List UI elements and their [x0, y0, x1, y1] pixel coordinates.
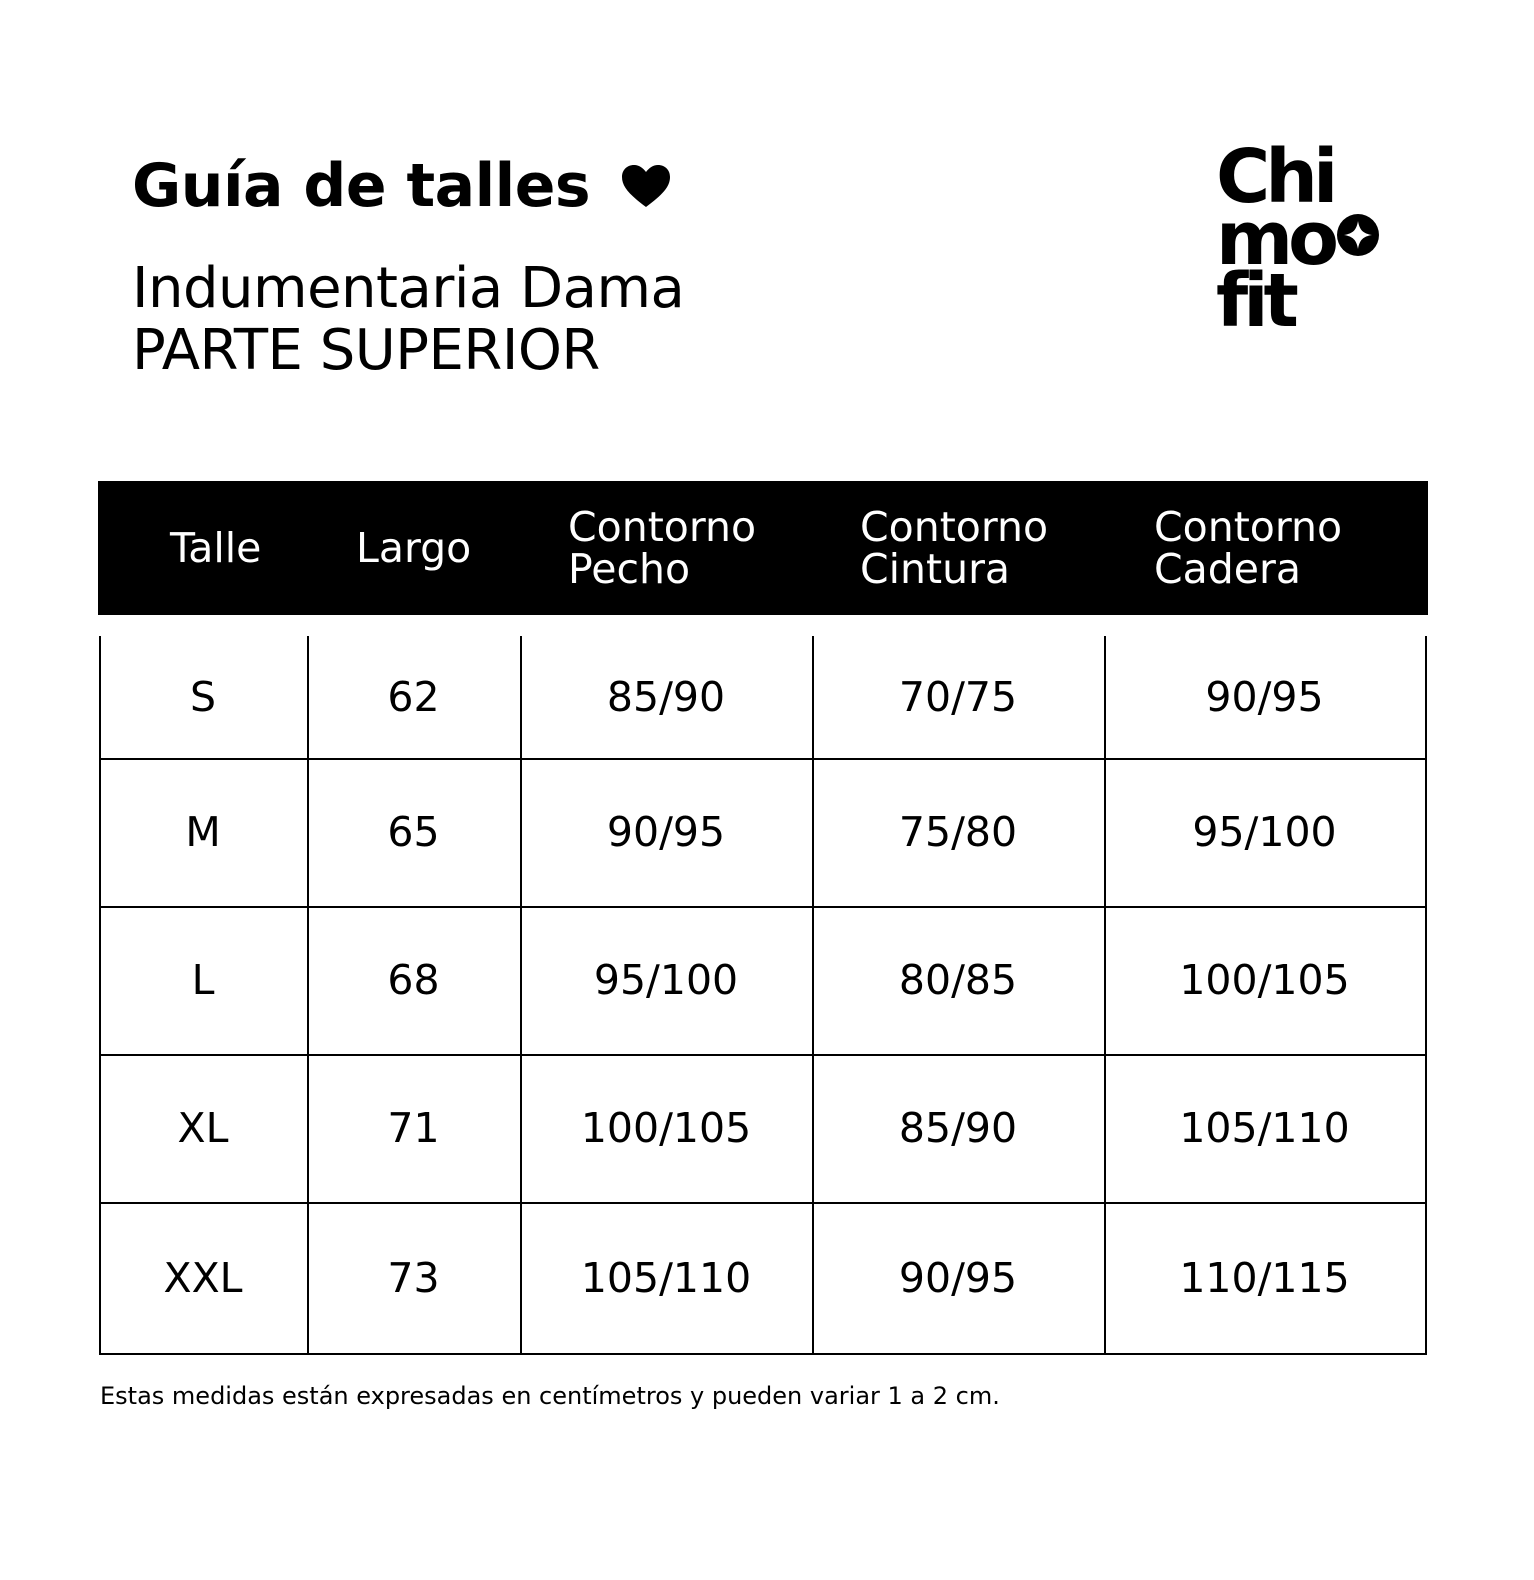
table-cell-largo: 71: [387, 1104, 440, 1152]
table-cell-contorno-cadera: 95/100: [1192, 808, 1337, 856]
table-cell-contorno-pecho: 100/105: [580, 1104, 752, 1152]
table-row-divider: [99, 1353, 1427, 1355]
table-column-divider: [1425, 636, 1427, 1355]
table-cell-contorno-cintura: 70/75: [898, 673, 1018, 721]
table-cell-largo: 62: [387, 673, 440, 721]
table-cell-largo: 65: [387, 808, 440, 856]
table-cell-contorno-pecho: 105/110: [580, 1253, 752, 1302]
sparkle-icon: [1336, 213, 1380, 257]
logo-line-3: fit: [1216, 258, 1294, 344]
header-pecho-line2: Pecho: [568, 545, 691, 593]
table-cell-talle: M: [185, 808, 221, 856]
header-cintura-line2: Cintura: [860, 545, 1011, 593]
header-largo-line1: Largo: [356, 524, 472, 572]
table-cell-contorno-cintura: 75/80: [898, 808, 1018, 856]
size-table: [99, 636, 1427, 1355]
table-cell-largo: 73: [387, 1253, 440, 1302]
table-cell-contorno-pecho: 95/100: [593, 956, 739, 1004]
subtitle: [132, 258, 684, 382]
header-pecho-line1: Contorno: [568, 503, 757, 551]
table-cell-contorno-cintura: 85/90: [898, 1104, 1018, 1152]
heart-icon: [620, 163, 672, 209]
table-cell-largo: 68: [387, 956, 440, 1004]
table-cell-talle: XXL: [163, 1253, 243, 1302]
header-cintura-line1: Contorno: [860, 503, 1049, 551]
table-cell-contorno-pecho: 85/90: [606, 673, 726, 721]
table-cell-contorno-cintura: 90/95: [898, 1253, 1018, 1302]
table-cell-contorno-cadera: 110/115: [1179, 1253, 1350, 1302]
subtitle-section: PARTE SUPERIOR: [132, 318, 600, 383]
title-text: Guía de talles: [132, 151, 591, 221]
table-cell-contorno-cadera: 100/105: [1179, 956, 1350, 1004]
header-cadera-line2: Cadera: [1154, 545, 1301, 593]
page-title: [132, 151, 672, 221]
table-cell-talle: XL: [177, 1104, 229, 1152]
header-largo: [356, 481, 471, 615]
table-cell-contorno-cintura: 80/85: [898, 956, 1018, 1004]
subtitle-category: Indumentaria Dama: [132, 256, 685, 321]
table-cell-talle: S: [189, 673, 217, 721]
table-cell-contorno-pecho: 90/95: [606, 808, 726, 856]
brand-logo: [1216, 134, 1376, 344]
table-header: [98, 481, 1428, 615]
header-contorno-cintura: [860, 481, 1048, 615]
header-talle-line1: Talle: [170, 524, 262, 572]
header-contorno-cadera: [1154, 481, 1342, 615]
measurement-note: Estas medidas están expresadas en centímetros y pueden variar 1 a 2 cm.: [100, 1382, 1000, 1410]
logo-line-1: Chi: [1216, 134, 1334, 220]
header-contorno-pecho: [568, 481, 756, 615]
table-cell-contorno-cadera: 90/95: [1205, 673, 1324, 721]
logo-line-2-text: mo: [1216, 196, 1334, 282]
header-talle: [170, 481, 261, 615]
table-cell-contorno-cadera: 105/110: [1179, 1104, 1350, 1152]
table-cell-talle: L: [191, 956, 215, 1004]
header-cadera-line1: Contorno: [1154, 503, 1343, 551]
